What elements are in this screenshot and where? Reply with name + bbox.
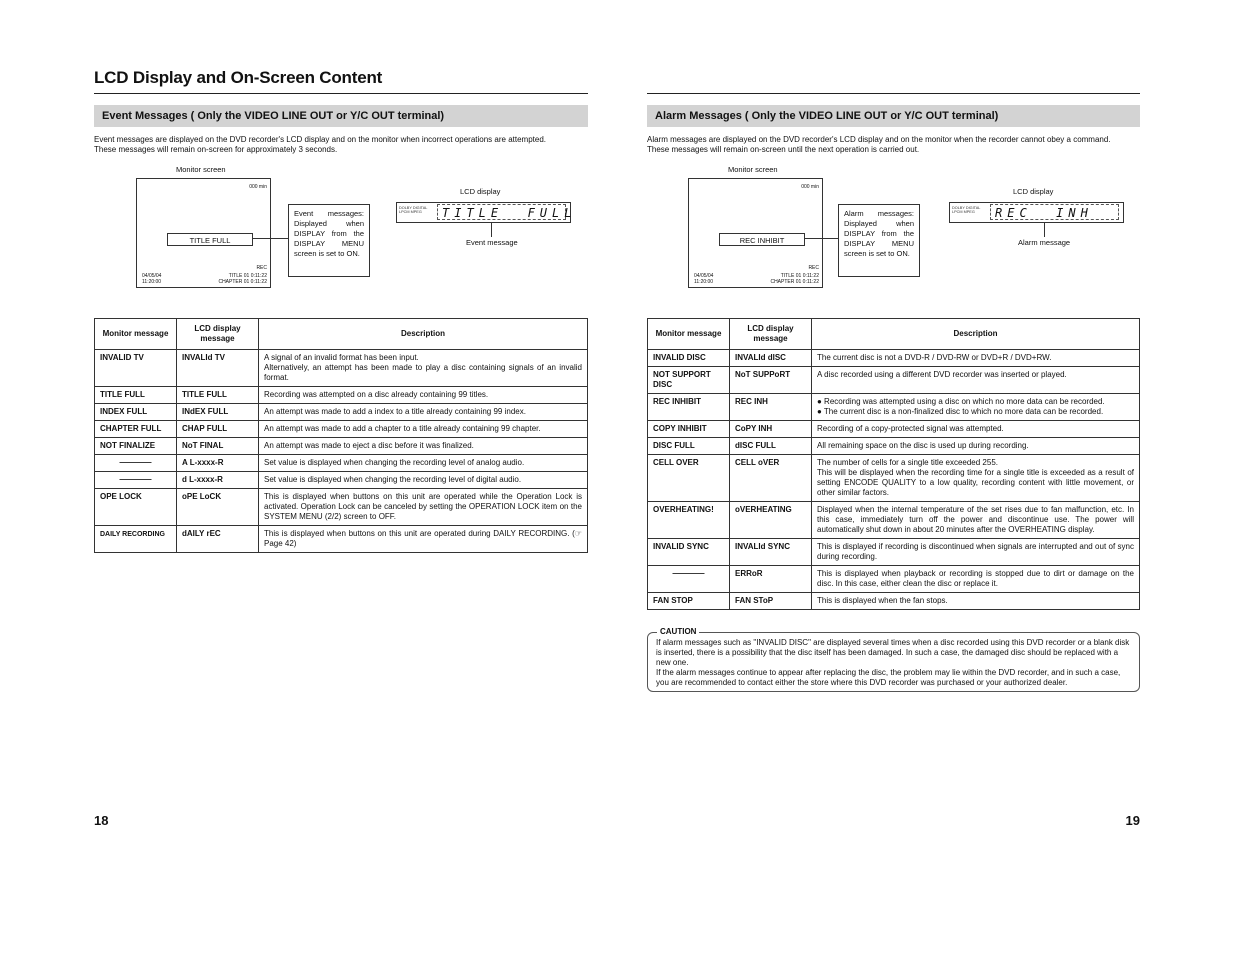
monitor-message-text: NOT SUPPORT DISC	[653, 370, 711, 389]
monitor-message-text: INVALID TV	[100, 353, 144, 362]
left-page	[94, 0, 588, 954]
lcd-message-cell	[730, 539, 812, 566]
description-text: An attempt was made to eject a disc before it was finalized.	[264, 441, 474, 450]
monitor-message-cell	[95, 421, 177, 438]
alarm-message-caption: Alarm message	[1018, 238, 1071, 247]
monitor-message-cell	[648, 502, 730, 539]
lcd-message-text: INVALId TV	[182, 353, 225, 362]
table-row	[95, 387, 588, 404]
lcd-indicators	[399, 206, 427, 214]
event-intro-line-1: Event messages are displayed on the DVD recorder's LCD display and on the monitor when incorrect operations are attempted.	[94, 135, 546, 144]
table-row	[648, 421, 1140, 438]
monitor-message-cell	[648, 593, 730, 610]
alarm-callout: Alarm messages: Displayed when DISPLAY from the DISPLAY MENU screen is set to ON.	[838, 204, 920, 277]
description-text: Recording was attempted on a disc already containing 99 titles.	[264, 390, 489, 399]
monitor-rec-indicator: REC	[808, 265, 819, 271]
monitor-message-text: COPY INHIBIT	[653, 424, 707, 433]
table-row	[648, 539, 1140, 566]
page-number-left: 18	[94, 813, 109, 828]
monitor-clock: 11:20:00	[142, 279, 162, 285]
header-description: Description	[812, 319, 1140, 350]
lcd-message-cell	[730, 593, 812, 610]
table-row	[95, 404, 588, 421]
description-cell	[259, 387, 588, 404]
description-text: Set value is displayed when changing the recording level of analog audio.	[264, 458, 525, 467]
right-page	[647, 0, 1140, 954]
table-row	[95, 472, 588, 489]
monitor-screen-illustration	[136, 178, 271, 288]
description-cell	[812, 455, 1140, 502]
lcd-message-cell	[730, 350, 812, 367]
table-row	[648, 593, 1140, 610]
monitor-message-cell	[95, 350, 177, 387]
monitor-message-cell	[648, 539, 730, 566]
monitor-screen-illustration	[688, 178, 823, 288]
monitor-message-text: CHAPTER FULL	[100, 424, 162, 433]
table-row	[95, 455, 588, 472]
event-intro-line-2: These messages will remain on-screen for approximately 3 seconds.	[94, 145, 338, 154]
header-lcd-message: LCD display message	[177, 319, 259, 350]
monitor-message-cell	[95, 489, 177, 526]
description-cell	[259, 421, 588, 438]
description-cell	[259, 350, 588, 387]
lcd-message-cell	[177, 438, 259, 455]
header-monitor-message: Monitor message	[95, 319, 177, 350]
lcd-message-text: NoT FINAL	[182, 441, 224, 450]
monitor-clock: 11:20:00	[694, 279, 714, 285]
monitor-message-cell	[648, 421, 730, 438]
lcd-display-label: LCD display	[460, 187, 501, 196]
lcd-message-text: ERRoR	[735, 569, 763, 578]
table-row	[648, 350, 1140, 367]
description-text: This is displayed when playback or recording is stopped due to dirt or damage on the disc. In this case, either clean the disc or replace it.	[817, 569, 1134, 588]
monitor-message-text: ————	[119, 475, 152, 484]
table-row	[648, 367, 1140, 394]
caution-box	[647, 632, 1140, 692]
monitor-chapter-time: CHAPTER 01 0:11:22	[770, 279, 819, 285]
lcd-display-label: LCD display	[1013, 187, 1054, 196]
header-description: Description	[259, 319, 588, 350]
monitor-screen-label: Monitor screen	[176, 165, 226, 174]
alarm-intro-line-2: These messages will remain on-screen until the next operation is carried out.	[647, 145, 920, 154]
callout-connector	[252, 238, 288, 239]
monitor-message-cell	[95, 455, 177, 472]
table-row	[95, 438, 588, 455]
lcd-message-text: CoPY INH	[735, 424, 773, 433]
caution-paragraph-1: If alarm messages such as "INVALID DISC" are displayed several times when a disc recorded using this DVD recorder or a blank disk is inserted, there is a possibility that the disc itself has been damaged. In such a case, the damaged disc should be replaced with a new one.	[656, 638, 1130, 667]
monitor-message-cell	[95, 404, 177, 421]
monitor-message-text: INVALID SYNC	[653, 542, 709, 551]
lcd-message-cell	[177, 472, 259, 489]
description-text: The number of cells for a single title exceeded 255. This will be displayed when the recording time for a single title is exceeded as a result of setting ENCODE QUALITY to a low quality, recording content with little movement, or other similar factors.	[817, 458, 1134, 497]
lcd-message-text: INVALId dISC	[735, 353, 786, 362]
lcd-segment-text: REC INH	[990, 204, 1119, 220]
monitor-message-text: REC INHIBIT	[653, 397, 701, 406]
event-message-caption: Event message	[466, 238, 518, 247]
event-callout: Event messages: Displayed when DISPLAY from the DISPLAY MENU screen is set to ON.	[288, 204, 370, 277]
lcd-message-text: dAILY rEC	[182, 529, 221, 538]
lcd-message-text: NoT SUPPoRT	[735, 370, 791, 379]
table-row	[648, 502, 1140, 539]
monitor-message-cell	[648, 438, 730, 455]
table-row	[95, 489, 588, 526]
monitor-message-cell	[648, 394, 730, 421]
event-intro	[94, 135, 588, 155]
description-text: An attempt was made to add a chapter to a title already containing 99 chapter.	[264, 424, 541, 433]
header-lcd-message: LCD display message	[730, 319, 812, 350]
lcd-message-cell	[177, 404, 259, 421]
monitor-message-text: DISC FULL	[653, 441, 695, 450]
lcd-indicator-dolby: DOLBY DIGITAL	[399, 206, 428, 210]
monitor-message-cell	[648, 566, 730, 593]
lcd-display-illustration	[396, 202, 577, 223]
description-text: This is displayed if recording is discontinued when signals are interrupted and out of sync during recording.	[817, 542, 1134, 561]
monitor-message-cell	[648, 367, 730, 394]
lcd-message-cell	[730, 394, 812, 421]
description-cell	[812, 394, 1140, 421]
header-monitor-message: Monitor message	[648, 319, 730, 350]
monitor-time-remaining: 000 min	[249, 184, 267, 190]
monitor-message-cell	[95, 387, 177, 404]
lcd-message-cell	[177, 387, 259, 404]
monitor-message-cell	[95, 438, 177, 455]
monitor-message-box: REC INHIBIT	[719, 233, 805, 246]
lcd-message-text: FAN SToP	[735, 596, 774, 605]
monitor-message-text: NOT FINALIZE	[100, 441, 156, 450]
description-cell	[812, 539, 1140, 566]
description-cell	[812, 438, 1140, 455]
lcd-indicator-lpcm: LPCM MPEG	[399, 210, 422, 214]
monitor-rec-indicator: REC	[256, 265, 267, 271]
description-text: This is displayed when the fan stops.	[817, 596, 948, 605]
table-row	[648, 394, 1140, 421]
description-text: ● Recording was attempted using a disc on which no more data can be recorded. ● The current disc is a non-finalized disc to which no more data can be recorded.	[817, 397, 1105, 416]
monitor-message-cell	[648, 455, 730, 502]
lcd-message-cell	[177, 455, 259, 472]
lcd-indicator-dolby: DOLBY DIGITAL	[952, 206, 981, 210]
monitor-message-text: OVERHEATING!	[653, 505, 714, 514]
event-messages-table	[94, 318, 588, 553]
lcd-message-text: oVERHEATING	[735, 505, 792, 514]
caution-paragraph-2: If the alarm messages continue to appear after replacing the disc, the problem may lie within the DVD recorder, and in such a case, you are recommended to contact either the store where this DVD recorder was purchased or your authorized dealer.	[656, 668, 1121, 687]
callout-connector	[804, 238, 838, 239]
monitor-message-cell	[648, 350, 730, 367]
lcd-message-text: INVALId SYNC	[735, 542, 790, 551]
page-title: LCD Display and On-Screen Content	[94, 68, 383, 87]
monitor-message-text: INDEX FULL	[100, 407, 148, 416]
lcd-message-text: oPE LoCK	[182, 492, 222, 501]
description-cell	[812, 367, 1140, 394]
lcd-message-cell	[177, 526, 259, 553]
monitor-title-time: TITLE 01 0:11:22	[780, 273, 819, 279]
lcd-message-cell	[730, 502, 812, 539]
monitor-title-time: TITLE 01 0:11:22	[228, 273, 267, 279]
table-row	[95, 526, 588, 553]
description-text: Displayed when the internal temperature of the set rises due to fan malfunction, etc. In this case, immediately turn off the power and discontinue use. The power will automatically shut down in about 20 minutes after the OVERHEATING display.	[817, 505, 1134, 534]
description-cell	[812, 593, 1140, 610]
alarm-messages-heading: Alarm Messages ( Only the VIDEO LINE OUT or Y/C OUT terminal)	[647, 105, 1140, 127]
description-text: An attempt was made to add a index to a title already containing 99 index.	[264, 407, 526, 416]
monitor-message-text: FAN STOP	[653, 596, 693, 605]
monitor-message-cell	[95, 526, 177, 553]
monitor-message-box: TITLE FULL	[167, 233, 253, 246]
monitor-message-text: TITLE FULL	[100, 390, 145, 399]
monitor-time-remaining: 000 min	[801, 184, 819, 190]
description-text: The current disc is not a DVD-R / DVD-RW or DVD+R / DVD+RW.	[817, 353, 1052, 362]
alarm-intro	[647, 135, 1140, 155]
lcd-indicator-lpcm: LPCM MPEG	[952, 210, 975, 214]
table-row	[648, 455, 1140, 502]
description-text: This is displayed when buttons on this unit are operated during DAILY RECORDING. (☞ Page 42)	[264, 529, 582, 548]
description-cell	[259, 472, 588, 489]
lcd-message-cell	[730, 421, 812, 438]
description-text: Recording of a copy-protected signal was attempted.	[817, 424, 1004, 433]
lcd-message-text: dISC FULL	[735, 441, 776, 450]
description-text: A disc recorded using a different DVD recorder was inserted or played.	[817, 370, 1067, 379]
table-row	[95, 421, 588, 438]
lcd-message-cell	[730, 566, 812, 593]
lcd-message-cell	[177, 489, 259, 526]
description-cell	[812, 421, 1140, 438]
lcd-message-cell	[177, 421, 259, 438]
lcd-message-text: d L-xxxx-R	[182, 475, 223, 484]
monitor-date: 04/05/04	[142, 273, 162, 279]
alarm-intro-line-1: Alarm messages are displayed on the DVD recorder's LCD display and on the monitor when the recorder cannot obey a command.	[647, 135, 1111, 144]
lcd-message-text: CHAP FULL	[182, 424, 228, 433]
lcd-pointer-line	[491, 223, 492, 237]
description-cell	[812, 566, 1140, 593]
lcd-message-text: CELL oVER	[735, 458, 780, 467]
monitor-message-text: CELL OVER	[653, 458, 699, 467]
description-cell	[259, 526, 588, 553]
page-number-right: 19	[1125, 813, 1140, 828]
lcd-indicators	[952, 206, 980, 214]
lcd-message-cell	[730, 455, 812, 502]
monitor-message-text: INVALID DISC	[653, 353, 706, 362]
monitor-message-text: DAILY RECORDING	[100, 531, 165, 538]
description-cell	[259, 489, 588, 526]
event-messages-heading: Event Messages ( Only the VIDEO LINE OUT or Y/C OUT terminal)	[94, 105, 588, 127]
lcd-segment-text: TITLE FULL	[437, 204, 566, 220]
description-cell	[259, 438, 588, 455]
lcd-message-text: TITLE FULL	[182, 390, 227, 399]
table-row	[648, 566, 1140, 593]
table-row	[648, 438, 1140, 455]
lcd-display-illustration	[949, 202, 1124, 223]
alarm-messages-table	[647, 318, 1140, 610]
lcd-message-text: REC INH	[735, 397, 768, 406]
caution-title: CAUTION	[657, 627, 699, 636]
lcd-message-text: A L-xxxx-R	[182, 458, 224, 467]
lcd-message-cell	[730, 438, 812, 455]
description-text: All remaining space on the disc is used up during recording.	[817, 441, 1029, 450]
monitor-chapter-time: CHAPTER 01 0:11:22	[218, 279, 267, 285]
lcd-message-text: INdEX FULL	[182, 407, 229, 416]
description-text: Set value is displayed when changing the recording level of digital audio.	[264, 475, 522, 484]
description-cell	[812, 502, 1140, 539]
monitor-message-text: OPE LOCK	[100, 492, 142, 501]
description-text: A signal of an invalid format has been input. Alternatively, an attempt has been made to play a disc containing signals of an invalid format.	[264, 353, 582, 382]
description-text: This is displayed when buttons on this unit are operated while the Operation Lock is activated. Operation Lock can be canceled by setting the OPERATION LOCK item on the SYSTEM MENU (2/2) screen to OFF.	[264, 492, 582, 521]
monitor-screen-label: Monitor screen	[728, 165, 778, 174]
lcd-pointer-line	[1044, 223, 1045, 237]
lcd-message-cell	[730, 367, 812, 394]
table-row	[95, 350, 588, 387]
monitor-date: 04/05/04	[694, 273, 714, 279]
lcd-message-cell	[177, 350, 259, 387]
description-cell	[812, 350, 1140, 367]
monitor-message-text: ————	[119, 458, 152, 467]
monitor-message-text: ————	[672, 569, 705, 578]
monitor-message-cell	[95, 472, 177, 489]
description-cell	[259, 455, 588, 472]
description-cell	[259, 404, 588, 421]
